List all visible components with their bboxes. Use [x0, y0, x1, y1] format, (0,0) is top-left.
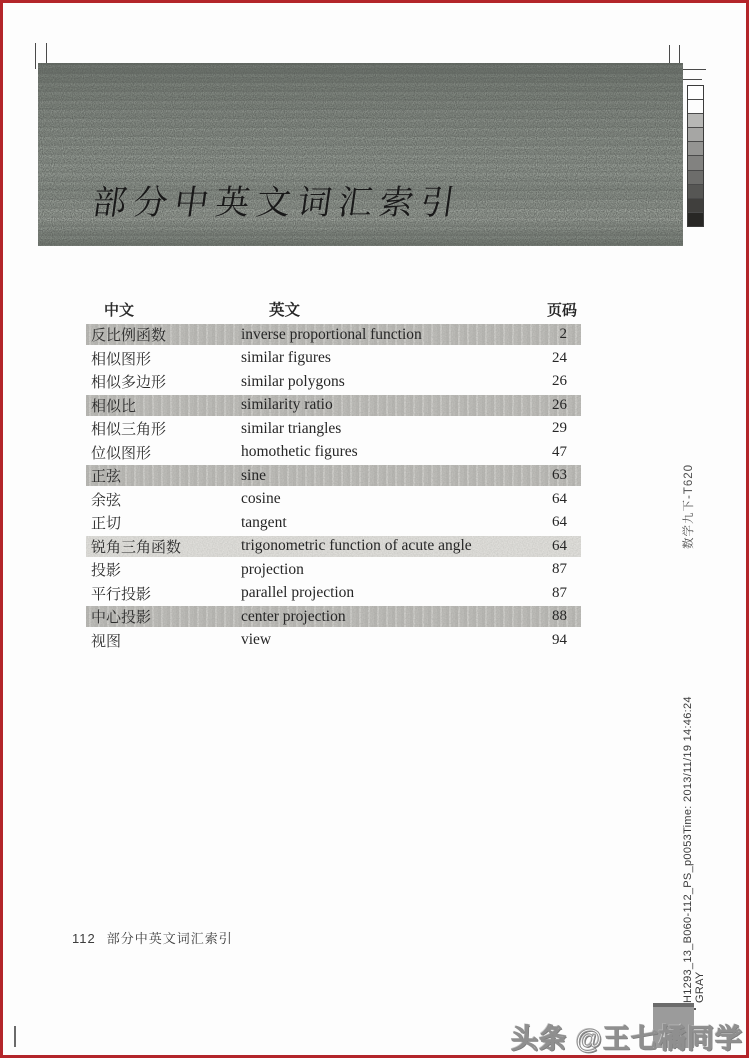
calibration-step — [688, 199, 703, 213]
cell-chinese-term: 相似图形 — [91, 350, 152, 368]
cell-chinese-term: 中心投影 — [91, 609, 152, 627]
cell-english-term: sine — [241, 466, 266, 484]
cell-page-number: 87 — [552, 584, 567, 601]
cell-chinese-term: 正切 — [91, 515, 122, 533]
scanned-header-band — [38, 63, 683, 246]
registration-mark — [35, 43, 36, 69]
table-row — [88, 323, 579, 347]
column-header-english: 英文 — [269, 302, 301, 319]
cell-english-term: similar figures — [241, 349, 331, 367]
side-book-label: 数学九下-T620 — [683, 463, 695, 549]
cell-chinese-term: 投影 — [91, 562, 122, 580]
cell-chinese-term: 反比例函数 — [91, 327, 167, 345]
index-table-body — [88, 323, 579, 652]
footer-title: 部分中英文词汇索引 — [106, 931, 233, 946]
cell-english-term: trigonometric function of acute angle — [241, 537, 472, 555]
cell-chinese-term: 相似三角形 — [91, 421, 167, 439]
page-title: 部分中英文词汇索引 — [89, 183, 465, 223]
calibration-step — [688, 114, 703, 128]
cell-chinese-term: 正弦 — [91, 468, 122, 486]
table-row — [88, 441, 579, 465]
calibration-step — [688, 171, 703, 185]
cell-chinese-term: 相似多边形 — [91, 374, 167, 392]
table-row — [88, 370, 579, 394]
cell-page-number: 63 — [552, 467, 567, 484]
calibration-step — [688, 86, 703, 100]
column-header-page: 页码 — [546, 301, 577, 319]
cell-chinese-term: 相似比 — [91, 397, 137, 415]
table-row — [88, 558, 579, 582]
calibration-step — [688, 156, 703, 170]
cell-page-number: 87 — [552, 561, 567, 578]
table-row — [88, 464, 579, 488]
calibration-step — [688, 213, 703, 226]
column-header-chinese: 中文 — [104, 301, 135, 319]
calibration-step — [688, 142, 703, 156]
cell-page-number: 88 — [552, 608, 567, 625]
table-row — [88, 347, 579, 371]
cell-page-number: 94 — [552, 631, 567, 648]
cell-english-term: similar polygons — [241, 372, 345, 390]
cell-english-term: center projection — [241, 607, 346, 625]
cell-english-term: inverse proportional function — [241, 325, 422, 343]
cell-chinese-term: 视图 — [91, 632, 122, 650]
footer-page-number: 112 — [72, 931, 96, 946]
cell-english-term: parallel projection — [241, 584, 355, 602]
cell-english-term: similarity ratio — [241, 396, 333, 414]
watermark-text: 头条 @王七橘同学 — [511, 1024, 743, 1054]
table-header-row — [88, 295, 579, 323]
print-info-line1: H1293_13_B060-112_PS_p0053Time: 2013/11/19 14:46:24 — [682, 696, 694, 1003]
table-row — [88, 488, 579, 512]
cell-english-term: projection — [241, 560, 304, 578]
cell-page-number: 64 — [552, 514, 567, 531]
cell-page-number: 26 — [552, 396, 567, 413]
table-row — [88, 582, 579, 606]
cell-page-number: 64 — [552, 537, 567, 554]
cell-english-term: view — [241, 631, 272, 649]
table-row — [88, 535, 579, 559]
print-info-line2: GRAY — [694, 971, 706, 1003]
registration-mark — [14, 1026, 16, 1047]
print-info-block — [682, 696, 706, 1003]
cell-page-number: 24 — [552, 349, 567, 366]
table-row — [88, 394, 579, 418]
vocabulary-index-table — [88, 295, 579, 652]
calibration-step — [688, 100, 703, 114]
cell-chinese-term: 余弦 — [91, 491, 122, 509]
cell-chinese-term: 位似图形 — [91, 444, 152, 462]
cell-page-number: 26 — [552, 373, 567, 390]
cell-english-term: homothetic figures — [241, 443, 358, 461]
calibration-step — [688, 128, 703, 142]
table-row — [88, 605, 579, 629]
table-row — [88, 417, 579, 441]
calibration-step — [688, 185, 703, 199]
table-row — [88, 511, 579, 535]
table-row — [88, 629, 579, 653]
cell-page-number: 64 — [552, 490, 567, 507]
grayscale-calibration-strip — [687, 85, 704, 227]
cell-page-number: 47 — [552, 443, 567, 460]
cell-chinese-term: 锐角三角函数 — [91, 538, 182, 556]
cell-chinese-term: 平行投影 — [91, 585, 152, 603]
cell-page-number: 2 — [559, 326, 567, 343]
page-footer — [72, 928, 233, 947]
cell-english-term: tangent — [241, 513, 287, 531]
cell-page-number: 29 — [552, 420, 567, 437]
cell-english-term: similar triangles — [241, 419, 342, 437]
cell-english-term: cosine — [241, 490, 281, 508]
